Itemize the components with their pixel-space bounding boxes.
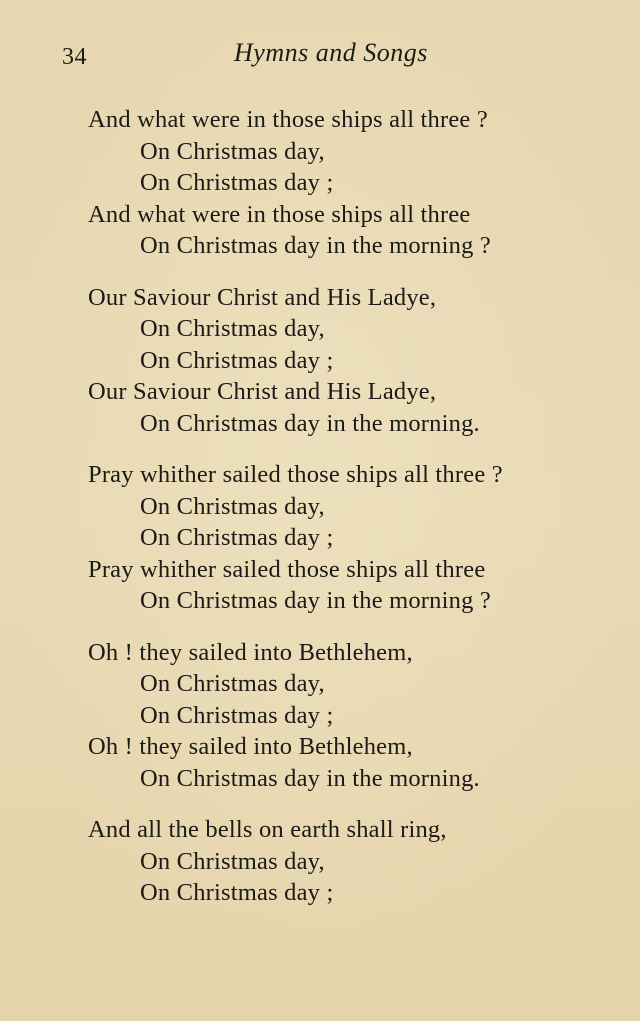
stanza [0,459,640,617]
refrain-line: On Christmas day in the morning. [140,764,480,792]
refrain-line: On Christmas day, [140,315,325,342]
refrain-line: On Christmas day, [140,492,325,520]
verse-line: Pray whither sailed those ships all three ? [88,461,503,488]
verse-line: Our Saviour Christ and His Ladye, [88,283,437,311]
running-title: Hymns and Songs [234,38,428,67]
refrain-line: On Christmas day, [140,847,325,875]
stanza [0,637,640,795]
stanza [0,104,640,262]
verse-line: And what were in those ships all three ? [88,106,488,133]
verse-line: Our Saviour Christ and His Ladye, [88,378,437,405]
refrain-line: On Christmas day in the morning. [140,409,480,437]
refrain-line: On Christmas day ; [140,701,334,729]
page-header [0,38,640,74]
verse-line: And all the bells on earth shall ring, [88,816,447,843]
verse-line: And what were in those ships all three [88,200,471,228]
stanza [0,282,640,440]
refrain-line: On Christmas day ; [140,879,334,906]
refrain-line: On Christmas day in the morning ? [140,232,491,259]
verse-line: Oh ! they sailed into Bethlehem, [88,733,413,760]
refrain-line: On Christmas day ; [140,346,334,374]
refrain-line: On Christmas day in the morning ? [140,587,491,614]
page-number: 34 [62,44,87,70]
verse-line: Oh ! they sailed into Bethlehem, [88,638,413,666]
verse-line: Pray whither sailed those ships all three [88,555,486,583]
refrain-line: On Christmas day, [140,137,325,165]
poem-body [0,104,640,929]
refrain-line: On Christmas day ; [140,524,334,551]
stanza [0,814,640,909]
refrain-line: On Christmas day, [140,670,325,697]
refrain-line: On Christmas day ; [140,169,334,196]
